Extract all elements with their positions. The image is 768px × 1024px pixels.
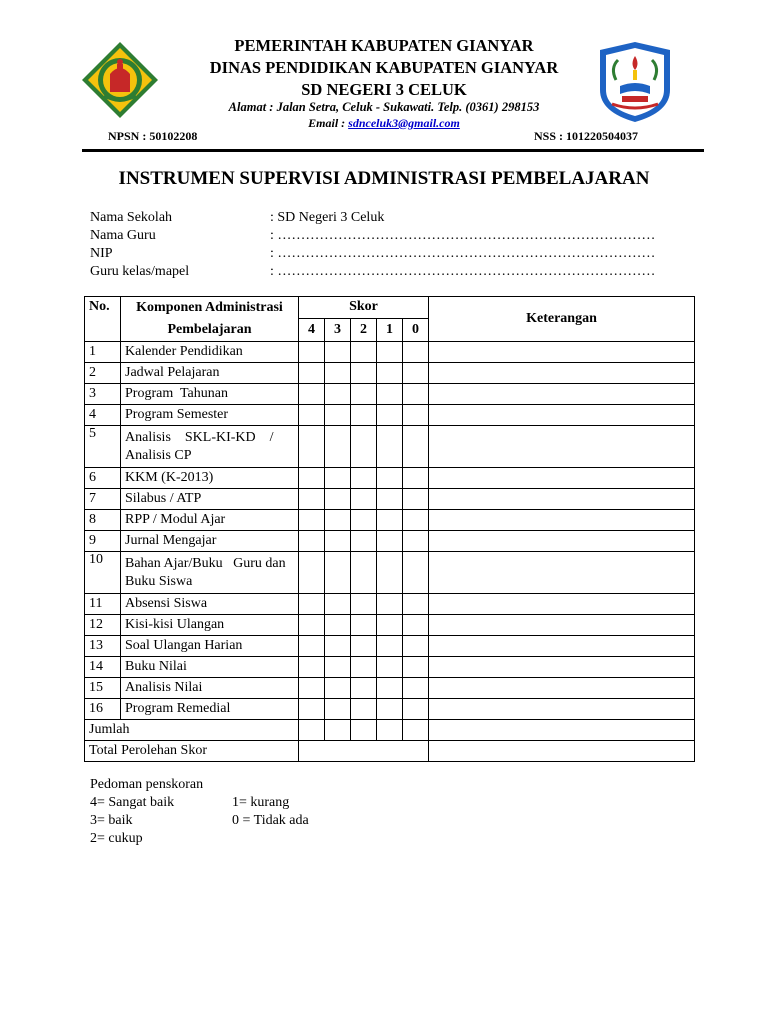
school-emblem-icon — [596, 40, 674, 124]
row-number: 8 — [85, 510, 121, 531]
info-value: : ……………………………………………………………………… — [270, 246, 656, 261]
header-address: Alamat : Jalan Setra, Celuk - Sukawati. Telp. (0361) 298153 — [228, 100, 540, 114]
score-cell[interactable] — [325, 678, 351, 699]
row-number: 12 — [85, 615, 121, 636]
score-cell[interactable] — [299, 678, 325, 699]
grand-total-row — [85, 741, 695, 762]
score-cell[interactable] — [403, 405, 429, 426]
guide-left: 2= cukup — [90, 831, 143, 846]
score-cell[interactable] — [377, 342, 403, 363]
score-cell[interactable] — [403, 384, 429, 405]
row-component — [121, 699, 299, 720]
row-component-line1: Jadwal Pelajaran — [125, 365, 220, 380]
row-component — [121, 657, 299, 678]
score-cell[interactable] — [325, 489, 351, 510]
supervision-table — [84, 296, 695, 762]
score-cell[interactable] — [377, 468, 403, 489]
row-number: 11 — [85, 594, 121, 615]
row-number: 9 — [85, 531, 121, 552]
table-row — [85, 615, 695, 636]
total-score-cell[interactable] — [325, 720, 351, 741]
table-body — [85, 342, 695, 762]
score-cell[interactable] — [403, 615, 429, 636]
header-component-line2: Pembelajaran — [167, 322, 252, 337]
score-cell[interactable] — [351, 594, 377, 615]
header-score-0: 0 — [403, 318, 429, 341]
notes-cell[interactable] — [429, 594, 695, 615]
score-cell[interactable] — [377, 678, 403, 699]
total-score-cell[interactable] — [299, 720, 325, 741]
total-score-cell[interactable] — [377, 720, 403, 741]
guide-left: 3= baik — [90, 813, 133, 828]
table-row — [85, 384, 695, 405]
row-component-line1: Jurnal Mengajar — [125, 533, 217, 548]
info-value: : ……………………………………………………………………… — [270, 228, 656, 243]
score-cell[interactable] — [299, 384, 325, 405]
score-cell[interactable] — [325, 405, 351, 426]
table-row — [85, 531, 695, 552]
notes-cell[interactable] — [429, 657, 695, 678]
guide-row — [90, 812, 390, 830]
row-component — [121, 552, 299, 594]
score-cell[interactable] — [325, 510, 351, 531]
row-component — [121, 615, 299, 636]
letterhead — [0, 30, 768, 150]
score-cell[interactable] — [325, 342, 351, 363]
score-cell[interactable] — [325, 384, 351, 405]
guide-title: Pedoman penskoran — [90, 777, 204, 792]
guide-right: 0 = Tidak ada — [232, 813, 309, 828]
row-number: 15 — [85, 678, 121, 699]
row-component-line1: KKM (K-2013) — [125, 470, 214, 485]
score-cell[interactable] — [325, 594, 351, 615]
score-cell[interactable] — [351, 363, 377, 384]
row-component — [121, 636, 299, 657]
info-row — [90, 227, 656, 245]
header-score-1: 1 — [377, 318, 403, 341]
info-label: NIP — [90, 246, 113, 261]
notes-cell[interactable] — [429, 699, 695, 720]
row-component-line2: Buku Siswa — [125, 573, 193, 589]
score-cell[interactable] — [351, 342, 377, 363]
email-link[interactable]: sdnceluk3@gmail.com — [348, 116, 460, 130]
score-cell[interactable] — [403, 468, 429, 489]
score-cell[interactable] — [325, 615, 351, 636]
table-row — [85, 552, 695, 594]
header-score-2: 2 — [351, 318, 377, 341]
notes-cell[interactable] — [429, 363, 695, 384]
score-cell[interactable] — [377, 363, 403, 384]
header-score-4: 4 — [299, 318, 325, 341]
notes-cell[interactable] — [429, 468, 695, 489]
score-cell[interactable] — [299, 657, 325, 678]
info-row — [90, 209, 610, 227]
notes-cell[interactable] — [429, 342, 695, 363]
score-cell[interactable] — [299, 342, 325, 363]
row-component — [121, 384, 299, 405]
score-cell[interactable] — [403, 531, 429, 552]
score-cell[interactable] — [403, 552, 429, 594]
score-cell[interactable] — [299, 426, 325, 468]
score-cell[interactable] — [403, 426, 429, 468]
table-row — [85, 699, 695, 720]
score-cell[interactable] — [377, 636, 403, 657]
guide-left: 4= Sangat baik — [90, 795, 175, 810]
score-cell[interactable] — [325, 699, 351, 720]
score-cell[interactable] — [325, 657, 351, 678]
score-cell[interactable] — [299, 594, 325, 615]
score-cell[interactable] — [377, 405, 403, 426]
email-label: Email : — [308, 116, 349, 130]
info-row — [90, 263, 656, 281]
row-component-line1: Absensi Siswa — [125, 596, 208, 611]
score-cell[interactable] — [299, 699, 325, 720]
row-number: 7 — [85, 489, 121, 510]
header-component-line1: Komponen Administrasi — [136, 300, 283, 315]
header-score: Skor — [299, 297, 429, 319]
info-value: : ……………………………………………………………………… — [270, 264, 656, 279]
guide-right: 1= kurang — [232, 795, 290, 810]
score-cell[interactable] — [351, 531, 377, 552]
row-number: 4 — [85, 405, 121, 426]
header-no: No. — [85, 297, 121, 342]
info-row — [90, 245, 656, 263]
header-component — [121, 297, 299, 342]
score-cell[interactable] — [299, 531, 325, 552]
notes-cell[interactable] — [429, 552, 695, 594]
info-value: : SD Negeri 3 Celuk — [270, 210, 385, 225]
total-label: Jumlah — [85, 720, 299, 741]
row-component-line1: Soal Ulangan Harian — [125, 638, 243, 653]
score-cell[interactable] — [351, 699, 377, 720]
score-cell[interactable] — [403, 594, 429, 615]
row-number: 10 — [85, 552, 121, 594]
nss-number: NSS : 101220504037 — [534, 129, 639, 143]
score-cell[interactable] — [351, 678, 377, 699]
row-component-line1: Silabus / ATP — [125, 491, 202, 506]
grand-total-value[interactable] — [299, 741, 429, 762]
row-number: 14 — [85, 657, 121, 678]
score-cell[interactable] — [299, 363, 325, 384]
score-cell[interactable] — [377, 552, 403, 594]
row-number: 5 — [85, 426, 121, 468]
score-cell[interactable] — [325, 636, 351, 657]
row-component-line1: Kalender Pendidikan — [125, 344, 243, 359]
header-notes: Keterangan — [429, 297, 695, 342]
notes-cell[interactable] — [429, 489, 695, 510]
table-row — [85, 426, 695, 468]
row-component-line1: Analisis Nilai — [125, 680, 203, 695]
row-component — [121, 510, 299, 531]
guide-row — [90, 830, 390, 848]
score-cell[interactable] — [403, 636, 429, 657]
notes-cell[interactable] — [429, 384, 695, 405]
score-cell[interactable] — [351, 405, 377, 426]
row-component — [121, 426, 299, 468]
score-cell[interactable] — [403, 699, 429, 720]
total-score-cell[interactable] — [351, 720, 377, 741]
score-cell[interactable] — [403, 363, 429, 384]
score-cell[interactable] — [299, 636, 325, 657]
document-title: INSTRUMEN SUPERVISI ADMINISTRASI PEMBELAJARAN — [118, 168, 650, 189]
total-row — [85, 720, 695, 741]
row-number: 1 — [85, 342, 121, 363]
notes-cell[interactable] — [429, 405, 695, 426]
score-cell[interactable] — [325, 468, 351, 489]
npsn-number: NPSN : 50102208 — [108, 129, 198, 143]
notes-cell[interactable] — [429, 636, 695, 657]
scoring-guide — [90, 776, 390, 848]
table-row — [85, 594, 695, 615]
score-cell[interactable] — [403, 489, 429, 510]
info-label: Nama Guru — [90, 228, 156, 243]
score-cell[interactable] — [351, 426, 377, 468]
score-cell[interactable] — [377, 699, 403, 720]
guide-row — [90, 794, 390, 812]
row-component — [121, 489, 299, 510]
total-score-cell[interactable] — [403, 720, 429, 741]
row-component — [121, 594, 299, 615]
score-cell[interactable] — [325, 552, 351, 594]
score-cell[interactable] — [403, 510, 429, 531]
score-cell[interactable] — [299, 510, 325, 531]
score-cell[interactable] — [377, 384, 403, 405]
row-component-line2: Analisis CP — [125, 447, 192, 463]
score-cell[interactable] — [377, 531, 403, 552]
table-row — [85, 678, 695, 699]
score-cell[interactable] — [377, 510, 403, 531]
row-component — [121, 405, 299, 426]
row-component-line1: Bahan Ajar/Buku Guru dan — [125, 555, 286, 571]
table-row — [85, 405, 695, 426]
table-row — [85, 657, 695, 678]
identity-block — [90, 209, 656, 281]
score-cell[interactable] — [351, 552, 377, 594]
score-cell[interactable] — [377, 489, 403, 510]
score-cell[interactable] — [351, 384, 377, 405]
score-cell[interactable] — [325, 363, 351, 384]
row-number: 2 — [85, 363, 121, 384]
row-number: 16 — [85, 699, 121, 720]
score-cell[interactable] — [325, 426, 351, 468]
table-row — [85, 342, 695, 363]
notes-cell[interactable] — [429, 426, 695, 468]
notes-cell[interactable] — [429, 678, 695, 699]
info-label: Nama Sekolah — [90, 210, 173, 225]
header-school: SD NEGERI 3 CELUK — [301, 80, 467, 99]
header-score-3: 3 — [325, 318, 351, 341]
row-number: 13 — [85, 636, 121, 657]
notes-cell[interactable] — [429, 531, 695, 552]
row-component-line1: Analisis SKL-KI-KD / — [125, 429, 274, 445]
info-label: Guru kelas/mapel — [90, 264, 190, 279]
score-cell[interactable] — [351, 510, 377, 531]
score-cell[interactable] — [299, 405, 325, 426]
score-cell[interactable] — [403, 657, 429, 678]
score-cell[interactable] — [377, 594, 403, 615]
row-component — [121, 342, 299, 363]
score-cell[interactable] — [299, 468, 325, 489]
row-number: 6 — [85, 468, 121, 489]
score-cell[interactable] — [325, 531, 351, 552]
score-cell[interactable] — [403, 342, 429, 363]
row-component-line1: Program Semester — [125, 407, 229, 422]
grand-total-notes[interactable] — [429, 741, 695, 762]
row-component-line1: Buku Nilai — [125, 659, 187, 674]
row-component-line1: Program Tahunan — [125, 386, 228, 401]
table-row — [85, 363, 695, 384]
grand-total-label: Total Perolehan Skor — [85, 741, 299, 762]
table-row — [85, 510, 695, 531]
row-component-line1: Program Remedial — [125, 701, 231, 716]
score-cell[interactable] — [351, 615, 377, 636]
score-cell[interactable] — [299, 615, 325, 636]
row-component — [121, 531, 299, 552]
table-row — [85, 636, 695, 657]
notes-cell[interactable] — [429, 615, 695, 636]
header-government: PEMERINTAH KABUPATEN GIANYAR — [234, 36, 534, 55]
table-row — [85, 468, 695, 489]
row-component — [121, 678, 299, 699]
score-cell[interactable] — [299, 552, 325, 594]
row-number: 3 — [85, 384, 121, 405]
score-cell[interactable] — [403, 678, 429, 699]
row-component-line1: Kisi-kisi Ulangan — [125, 617, 225, 632]
row-component-line1: RPP / Modul Ajar — [125, 512, 226, 527]
score-cell[interactable] — [299, 489, 325, 510]
score-cell[interactable] — [377, 657, 403, 678]
total-notes-cell[interactable] — [429, 720, 695, 741]
score-cell[interactable] — [377, 426, 403, 468]
table-row — [85, 489, 695, 510]
score-cell[interactable] — [351, 657, 377, 678]
header-divider — [82, 149, 704, 152]
score-cell[interactable] — [377, 615, 403, 636]
score-cell[interactable] — [351, 468, 377, 489]
row-component — [121, 468, 299, 489]
header-department: DINAS PENDIDIKAN KABUPATEN GIANYAR — [209, 58, 559, 77]
score-cell[interactable] — [351, 489, 377, 510]
row-component — [121, 363, 299, 384]
notes-cell[interactable] — [429, 510, 695, 531]
score-cell[interactable] — [351, 636, 377, 657]
